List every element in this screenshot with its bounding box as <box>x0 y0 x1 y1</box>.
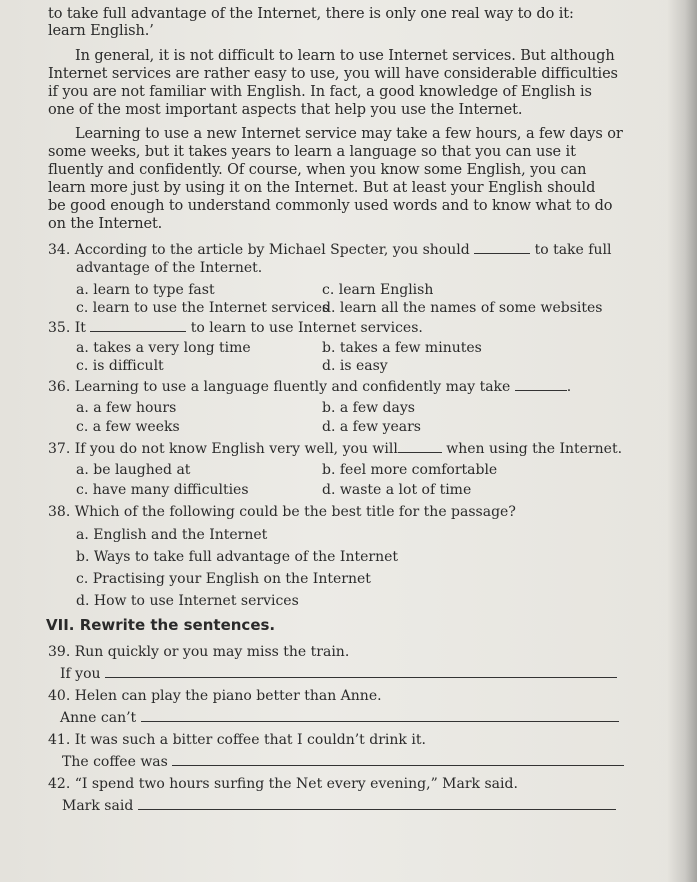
passage-line: Learning to use a new Internet service may take a few hours, a few days or <box>75 126 623 142</box>
question-35-stem-end: to learn to use Internet services. <box>190 320 423 336</box>
option-34d[interactable]: d. learn all the names of some websites <box>322 300 603 316</box>
question-34-line2: advantage of the Internet. <box>76 260 263 276</box>
question-36-stem: 36. Learning to use a language fluently and confidently may take <box>48 379 511 395</box>
passage-line: some weeks, but it takes years to learn a language so that you can use it <box>48 144 576 160</box>
option-34c2[interactable]: c. learn to use the Internet services <box>76 300 330 316</box>
question-36 <box>48 378 571 396</box>
question-37-stem-end: when using the Internet. <box>446 441 623 457</box>
rewrite-blank-40[interactable] <box>141 709 619 722</box>
rewrite-blank-42[interactable] <box>138 797 616 810</box>
passage-line: be good enough to understand commonly used words and to know what to do <box>48 198 613 214</box>
option-34a[interactable]: a. learn to type fast <box>76 282 215 298</box>
question-37-stem: 37. If you do not know English very well, you will <box>48 441 398 457</box>
rewrite-sentence-40: 40. Helen can play the piano better than Anne. <box>48 688 382 704</box>
option-38d[interactable]: d. How to use Internet services <box>76 593 299 609</box>
rewrite-blank-41[interactable] <box>172 753 624 766</box>
option-35a[interactable]: a. takes a very long time <box>76 340 251 356</box>
option-37d[interactable]: d. waste a lot of time <box>322 482 472 498</box>
rewrite-prompt-40-text: Anne can’t <box>60 710 137 726</box>
passage-line: on the Internet. <box>48 216 163 232</box>
passage-line: Internet services are rather easy to use, you will have considerable difficulties <box>48 66 618 82</box>
section-heading: VII. Rewrite the sentences. <box>46 616 276 634</box>
question-36-stem-end: . <box>566 379 572 395</box>
rewrite-prompt-42-text: Mark said <box>62 798 134 814</box>
rewrite-sentence-41: 41. It was such a bitter coffee that I couldn’t drink it. <box>48 732 426 748</box>
passage-line: if you are not familiar with English. In fact, a good knowledge of English is <box>48 84 592 100</box>
question-35-stem: 35. It <box>48 320 86 336</box>
option-37c[interactable]: c. have many difficulties <box>76 482 249 498</box>
rewrite-blank-39[interactable] <box>105 665 617 678</box>
rewrite-prompt-41 <box>62 753 624 771</box>
question-34 <box>48 241 611 259</box>
question-34-stem: 34. According to the article by Michael Specter, you should <box>48 242 470 258</box>
rewrite-prompt-40 <box>60 709 619 727</box>
option-37a[interactable]: a. be laughed at <box>76 462 191 478</box>
question-34-stem-end: to take full <box>534 242 612 258</box>
answer-blank-34[interactable] <box>474 241 530 254</box>
option-35d[interactable]: d. is easy <box>322 358 388 374</box>
option-38c[interactable]: c. Practising your English on the Internet <box>76 571 371 587</box>
rewrite-prompt-42 <box>62 797 616 815</box>
passage-line: one of the most important aspects that help you use the Internet. <box>48 102 523 118</box>
option-36d[interactable]: d. a few years <box>322 419 421 435</box>
passage-line: learn English.’ <box>48 23 154 39</box>
passage-line: In general, it is not difficult to learn to use Internet services. But although <box>75 48 615 64</box>
passage-line: to take full advantage of the Internet, there is only one real way to do it: <box>48 6 574 22</box>
answer-blank-37[interactable] <box>398 440 442 453</box>
option-36c[interactable]: c. a few weeks <box>76 419 180 435</box>
option-38a[interactable]: a. English and the Internet <box>76 527 268 543</box>
option-35c[interactable]: c. is difficult <box>76 358 164 374</box>
question-37 <box>48 440 622 458</box>
option-35b[interactable]: b. takes a few minutes <box>322 340 482 356</box>
passage-line: learn more just by using it on the Internet. But at least your English should <box>48 180 596 196</box>
answer-blank-35[interactable] <box>90 319 186 332</box>
rewrite-prompt-41-text: The coffee was <box>62 754 168 770</box>
option-38b[interactable]: b. Ways to take full advantage of the Internet <box>76 549 398 565</box>
answer-blank-36[interactable] <box>515 378 567 391</box>
rewrite-prompt-39-text: If you <box>60 666 101 682</box>
option-36b[interactable]: b. a few days <box>322 400 415 416</box>
page-edge-shadow <box>667 0 697 882</box>
option-37b[interactable]: b. feel more comfortable <box>322 462 498 478</box>
question-38: 38. Which of the following could be the best title for the passage? <box>48 504 516 520</box>
rewrite-sentence-39: 39. Run quickly or you may miss the train. <box>48 644 350 660</box>
rewrite-prompt-39 <box>60 665 617 683</box>
option-34c[interactable]: c. learn English <box>322 282 434 298</box>
passage-line: fluently and confidently. Of course, when you know some English, you can <box>48 162 587 178</box>
rewrite-sentence-42: 42. “I spend two hours surfing the Net every evening,” Mark said. <box>48 776 518 792</box>
question-35 <box>48 319 423 337</box>
option-36a[interactable]: a. a few hours <box>76 400 177 416</box>
